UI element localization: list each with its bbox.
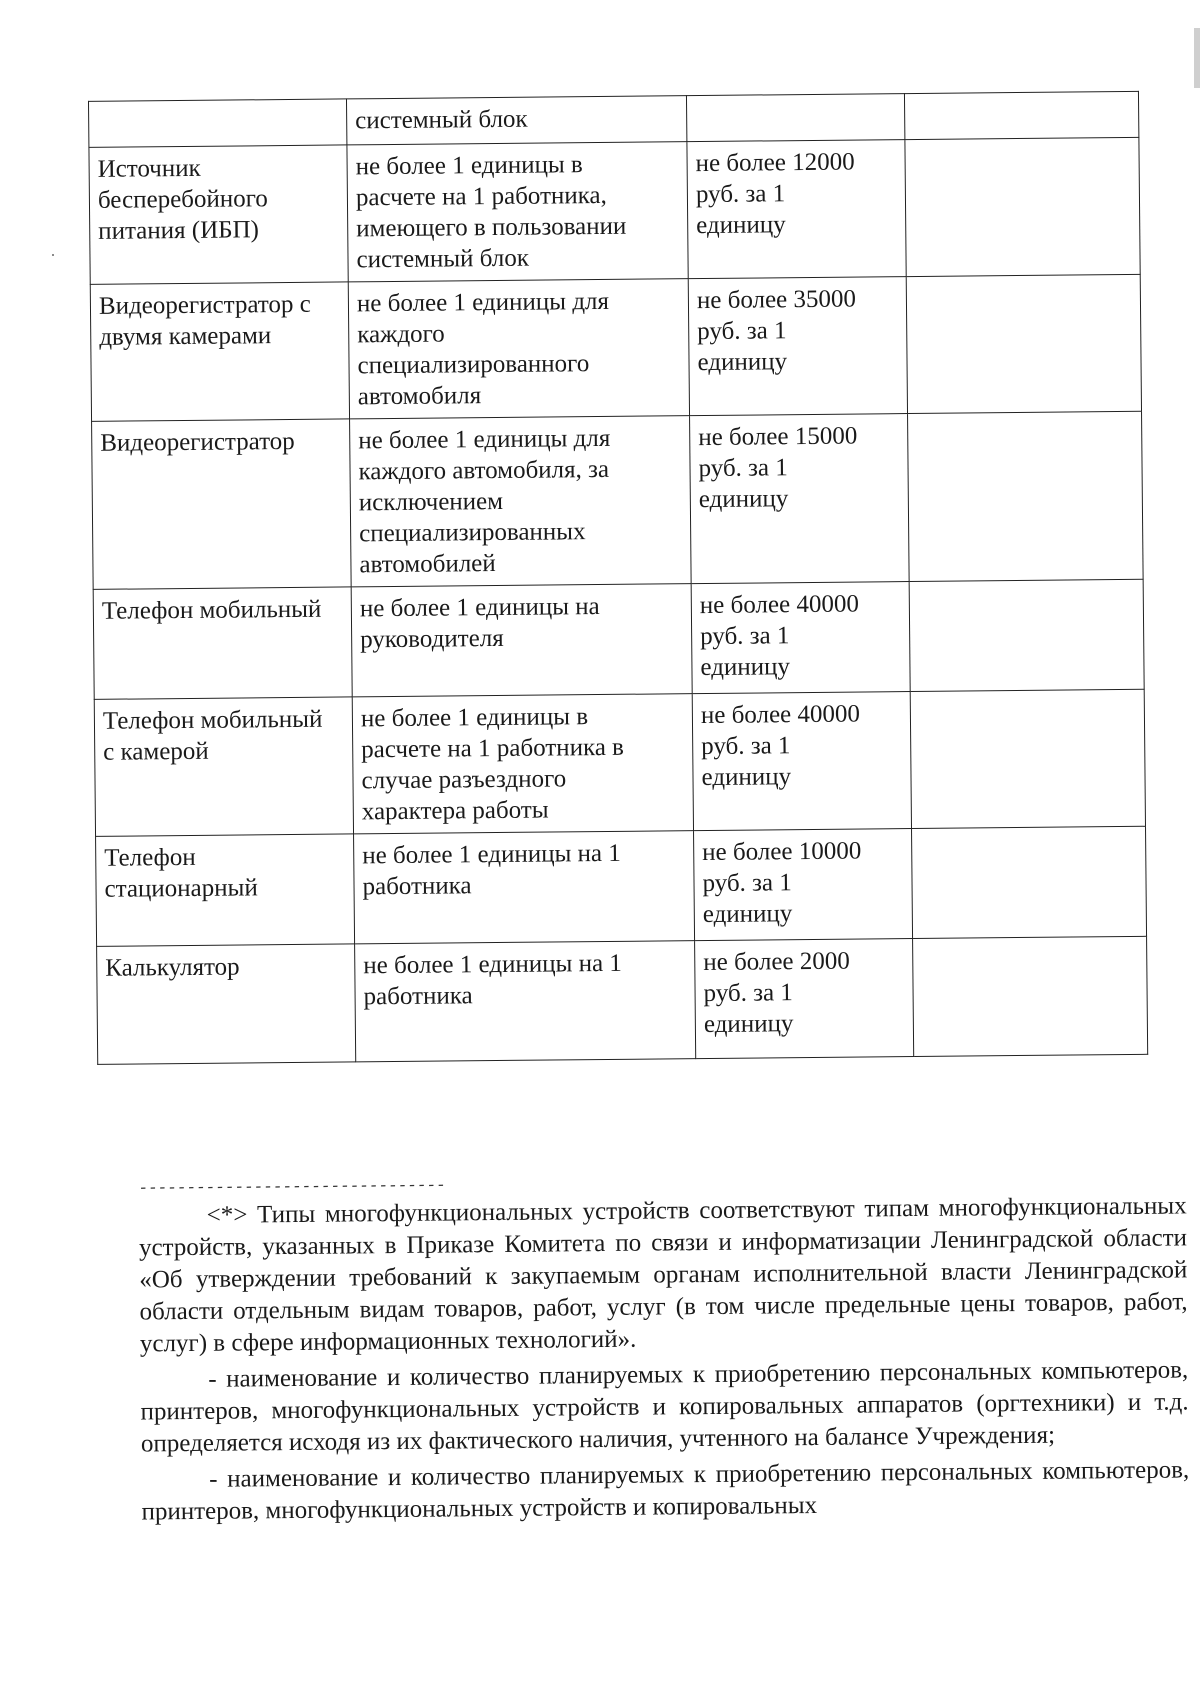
cell-name: Телефон мобильный с камерой (94, 697, 353, 836)
note-paragraph: - наименование и количество планируемых к приобретению персональных компьютеров, принтеров, многофункциональных устройств и копировальных (141, 1456, 1190, 1526)
table-row (96, 826, 1147, 946)
cell-quantity: не более 1 единицы на руководителя (351, 584, 692, 697)
cell-name: Источник бесперебойного питания (ИБП) (89, 145, 348, 284)
table-row (89, 137, 1140, 284)
cell-quantity: не более 1 единицы на 1 работника (355, 941, 696, 1062)
cell-price: не более 12000 руб. за 1 единицу (687, 140, 906, 279)
cell-note (913, 936, 1148, 1056)
cell-quantity: не более 1 единицы для каждого специализированного автомобиля (348, 279, 689, 419)
cell-price: не более 40000 руб. за 1 единицу (692, 692, 911, 831)
cell-name: Видеорегистратор с двумя камерами (90, 282, 349, 421)
table-row (92, 411, 1144, 589)
cell-price: не более 10000 руб. за 1 единицу (694, 829, 913, 941)
cell-note (910, 689, 1145, 828)
cell-quantity: не более 1 единицы для каждого автомобиля, за исключением специализированных автомобилей (350, 416, 692, 587)
note-paragraph: - наименование и количество планируемых к приобретению персональных компьютеров, принтеров, многофункциональных устройств и копировальных аппаратов (оргтехники) и т.д. определяется исходя из их фактического наличия, учтенного на балансе Учреждения; (140, 1356, 1189, 1458)
table-row (93, 579, 1144, 699)
cell-note (908, 411, 1144, 581)
footnote-paragraph: <*> Типы многофункциональных устройств соответствуют типам многофункциональных устройств, указанных в Приказе Комитета по связи и информатизации Ленинградской области «Об утверждении требований к закупаемым органам исполнительной власти Ленинградской области отдельным видам товаров, работ, услуг (в том числе предельные цены товаров, работ, услуг) в сфере информационных технологий». (138, 1192, 1188, 1358)
cell-note (905, 137, 1140, 276)
cell-price: не более 35000 руб. за 1 единицу (688, 277, 907, 416)
table-body (88, 91, 1147, 1064)
cell-price (686, 94, 904, 142)
cell-note (904, 91, 1138, 139)
cell-quantity: системный блок (346, 96, 686, 145)
cell-note (909, 579, 1144, 691)
cell-price: не более 15000 руб. за 1 единицу (690, 414, 910, 584)
cell-quantity: не более 1 единицы в расчете на 1 работника в случае разъездного характера работы (352, 694, 693, 834)
cell-quantity: не более 1 единицы на 1 работника (354, 831, 695, 944)
table-row (94, 689, 1145, 836)
cell-name: Калькулятор (97, 944, 356, 1064)
table-row (90, 274, 1141, 421)
cell-quantity: не более 1 единицы в расчете на 1 работника, имеющего в пользовании системный блок (347, 142, 688, 282)
notes-section (139, 1190, 1190, 1532)
footnote-separator: -------------------------------- (138, 1176, 446, 1198)
cell-name: Видеорегистратор (92, 419, 352, 589)
cell-name: Телефон мобильный (93, 587, 352, 699)
table-row (97, 936, 1148, 1064)
cell-price: не более 2000 руб. за 1 единицу (695, 939, 914, 1059)
cell-name: Телефон стационарный (96, 834, 355, 946)
cell-name (88, 99, 346, 147)
cell-note (906, 274, 1141, 413)
cell-price: не более 40000 руб. за 1 единицу (691, 582, 910, 694)
equipment-norms-table (88, 91, 1148, 1065)
cell-note (912, 826, 1147, 938)
